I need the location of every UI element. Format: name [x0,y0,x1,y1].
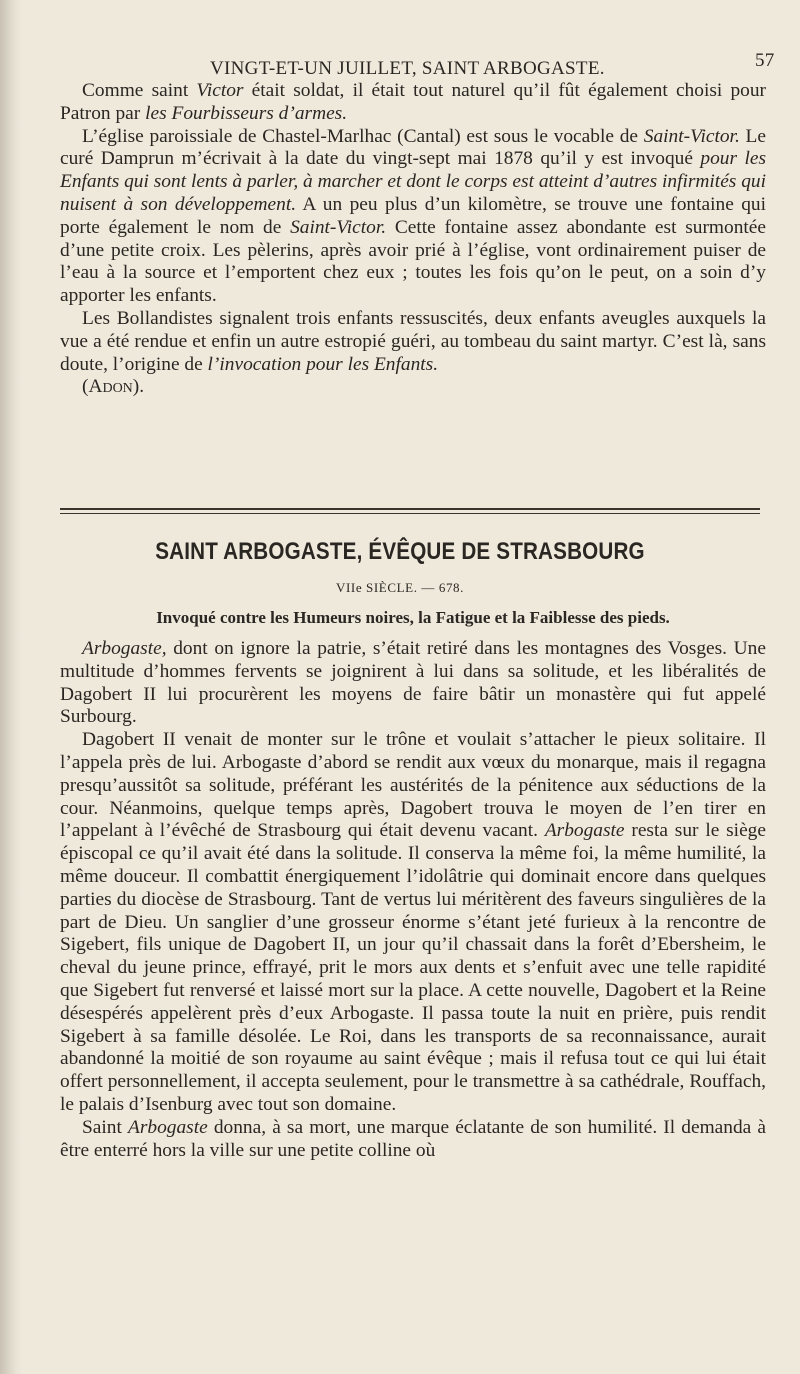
life-paragraph-1: Arbogaste, dont on ignore la patrie, s’était retiré dans les montagnes des Vosges. Une multitude d’hommes fervents se joignirent à lui dans sa solitude, et les libéralités de Dagobert II lui procurèrent les moyens de faire bâtir un monastère qui fut appelé Surbourg. [60,638,766,728]
italic-run: Saint-Victor. [643,125,740,147]
italic-run: les Fourbisseurs d’armes. [145,102,348,124]
life-text [60,638,766,1162]
italic-run: Arbogaste [128,1116,208,1138]
italic-run: Saint-Victor. [290,216,387,238]
italic-run: Arbogaste, [82,638,167,659]
life-paragraph-3: Saint Arbogaste donna, à sa mort, une marque éclatante de son humilité. Il demanda à être enterré hors la ville sur une petite colline où [60,1116,767,1161]
intro-paragraph-1: Comme saint Victor était soldat, il était tout naturel qu’il fût également choisi pour Patron par les Fourbisseurs d’armes. [60,80,766,124]
section-title: SAINT ARBOGASTE, ÉVÊQUE DE STRASBOURG [155,538,645,565]
intro-paragraph-2: L’église paroissiale de Chastel-Marlhac (Cantal) est sous le vocable de Saint-Victor. Le curé Damprun m’écrivait à la date du vingt-sept mai 1878 qu’il y est invoqué pour les Enfants qui sont lents à parler, à marcher et dont le corps est atteint d’autres infirmités qui nuisent à son développement. A un peu plus d’un kilomètre, se trouve une fontaine qui porte également le nom de Saint-Victor. Cette fontaine assez abondante est surmontée d’une petite croix. Les pèlerins, après avoir prié à l’église, vont ordinairement puiser de l’eau à la source et l’emportent chez eux ; toutes les fois qu’on le peut, on a soin d’y apporter les enfants. [60,125,766,307]
running-head-title: VINGT-ET-UN JUILLET, SAINT ARBOGASTE. [210,58,605,79]
section-century: VIIe SIÈCLE. — 678. [335,580,465,595]
source-signature: (Adon). [82,376,145,398]
life-paragraph-2: Dagobert II venait de monter sur le trône et voulait s’attacher le pieux solitaire. Il l’appela près de lui. Arbogaste d’abord se rendit aux vœux du monarque, mais il regagna presqu’aussitôt sa solitude, préférant les austérités de la pénitence aux séductions de la cour. Néanmoins, quelque temps après, Dagobert trouva le moyen de l’en tirer en l’appelant à l’évêché de Strasbourg qui était devenu vacant. Arbogaste resta sur le siège épiscopal ce qu’il avait été dans la solitude. Il conserva la même foi, la même humilité, la même douceur. Il combattit énergiquement l’idolâtrie qui dominait encore dans quelques parties du diocèse de Strasbourg. Tant de vertus lui méritèrent des faveurs singulières de la part de Dieu. Un sanglier d’une grosseur énorme s’étant jeté furieux à la rencontre de Sigebert, fils unique de Dagobert II, un jour qu’il chassait dans la forêt d’Ebersheim, le cheval du jeune prince, effrayé, prit le mors aux dents et s’enfuit avec une telle rapidité que Sigebert fut renversé et laissé mort sur la place. A cette nouvelle, Dagobert et la Reine désespérés appelèrent près d’eux Arbogaste. Il passa toute la nuit en prière, puis rendit Sigebert à sa famille désolée. Le Roi, dans les transports de sa reconnaissance, aurait abandonné la moitié de son royaume au saint évêque ; mais il refusa tout ce qui lui était offert personnellement, il accepta seulement, pour le transmettre à sa cathédrale, Rouffach, le palais d’Isenburg avec tout son domaine. [60,729,766,1115]
intro-text [60,80,766,399]
italic-run: l’invocation pour les Enfants. [207,353,439,375]
italic-run: Arbogaste [544,820,625,842]
page-number: 57 [755,50,775,71]
italic-run: pour les Enfants qui sont lents à parler, à marcher et dont le corps est atteint d’autres infirmités qui nuisent à son développement. [60,148,766,215]
italic-run: Victor [196,80,244,101]
section-rule-thin [60,513,760,514]
section-rule-thick [60,508,760,510]
intro-paragraph-3: Les Bollandistes signalent trois enfants ressuscités, deux enfants aveugles auxquels la vue a été rendue et enfin un autre estropié guéri, au tombeau du saint martyr. C’est là, sans doute, l’origine de l’invocation pour les Enfants. [60,307,766,375]
section-invocation: Invoqué contre les Humeurs noires, la Fatigue et la Faiblesse des pieds. [156,608,670,627]
page-gutter-shadow [0,0,22,1374]
